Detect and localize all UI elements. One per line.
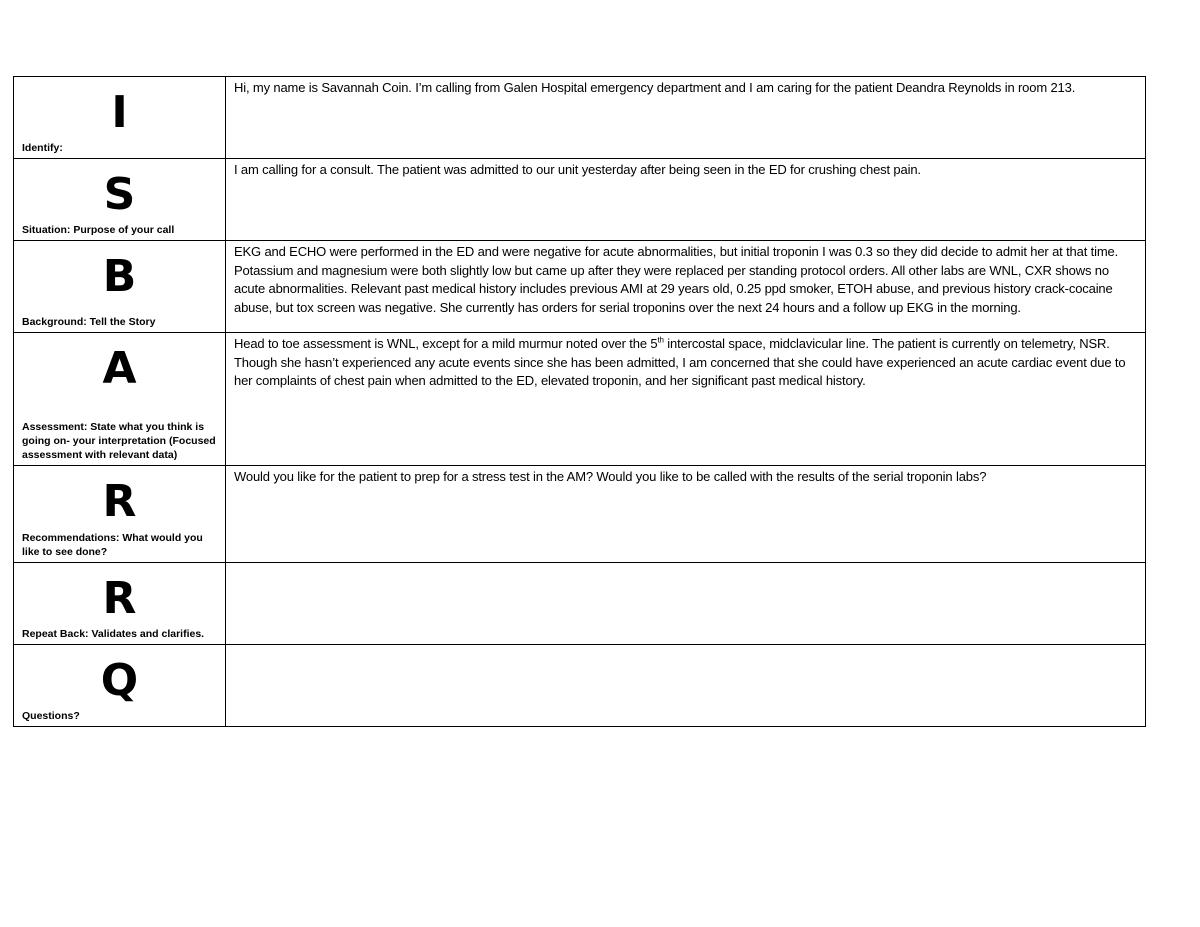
- row-recommendations: [14, 466, 1146, 563]
- row-situation: [14, 159, 1146, 241]
- content-repeat-back: [226, 563, 1146, 645]
- content-identify: Hi, my name is Savannah Coin. I’m calling from Galen Hospital emergency department and I am caring for the patient Deandra Reynolds in room 213.: [226, 77, 1146, 159]
- label-background: Background: Tell the Story: [22, 316, 156, 328]
- letter-i: I: [111, 87, 128, 138]
- label-identify: Identify:: [22, 142, 63, 154]
- letter-q: Q: [100, 655, 139, 706]
- letter-r-recommendations: R: [102, 476, 137, 527]
- isbarr-table: [13, 76, 1146, 727]
- row-questions: [14, 645, 1146, 727]
- label-assessment: Assessment: State what you think is going on- your interpretation (Focused assessment with relevant data): [22, 421, 216, 461]
- label-recommendations: Recommendations: What would you like to see done?: [22, 532, 203, 558]
- row-repeat-back: [14, 563, 1146, 645]
- content-recommendations: Would you like for the patient to prep for a stress test in the AM? Would you like to be called with the results of the serial troponin labs?: [226, 466, 1146, 563]
- letter-b: B: [102, 251, 137, 302]
- label-cell-situation: [14, 159, 226, 241]
- label-cell-recommendations: [14, 466, 226, 563]
- row-assessment: [14, 333, 1146, 466]
- label-repeat-back: Repeat Back: Validates and clarifies.: [22, 628, 205, 640]
- label-cell-repeat-back: [14, 563, 226, 645]
- letter-r-repeat-back: R: [102, 573, 137, 624]
- content-questions: [226, 645, 1146, 727]
- letter-s: S: [103, 169, 136, 220]
- row-identify: [14, 77, 1146, 159]
- label-cell-assessment: [14, 333, 226, 466]
- content-assessment-part-1: Head to toe assessment is WNL, except for a mild murmur noted over the 5: [234, 336, 658, 351]
- content-assessment-part-2: intercostal space, midclavicular line. The patient is currently on telemetry, NSR. Though she hasn’t experienced any acute events since she has been admitted, I am concerned that she could have experienced an acute cardiac event due to her complaints of chest pain when admitted to the ED, elevated troponin, and her significant past medical history.: [234, 336, 1126, 389]
- label-cell-questions: [14, 645, 226, 727]
- row-background: [14, 241, 1146, 333]
- label-questions: Questions?: [22, 710, 80, 722]
- content-assessment: [226, 333, 1146, 466]
- letter-a: A: [102, 343, 137, 394]
- content-situation: I am calling for a consult. The patient was admitted to our unit yesterday after being seen in the ED for crushing chest pain.: [226, 159, 1146, 241]
- content-background: EKG and ECHO were performed in the ED and were negative for acute abnormalities, but initial troponin I was 0.3 so they did decide to admit her at that time. Potassium and magnesium were both slightly low but came up after they were replaced per standing protocol orders. All other labs are WNL, CXR shows no acute abnormalities. Relevant past medical history includes previous AMI at 29 years old, 0.25 ppd smoker, ETOH abuse, and previous history crack-cocaine abuse, but tox screen was negative. She currently has orders for serial troponins over the next 24 hours and a follow up EKG in the morning.: [226, 241, 1146, 333]
- label-cell-identify: [14, 77, 226, 159]
- ordinal-suffix: th: [657, 335, 664, 345]
- label-cell-background: [14, 241, 226, 333]
- label-situation: Situation: Purpose of your call: [22, 224, 175, 236]
